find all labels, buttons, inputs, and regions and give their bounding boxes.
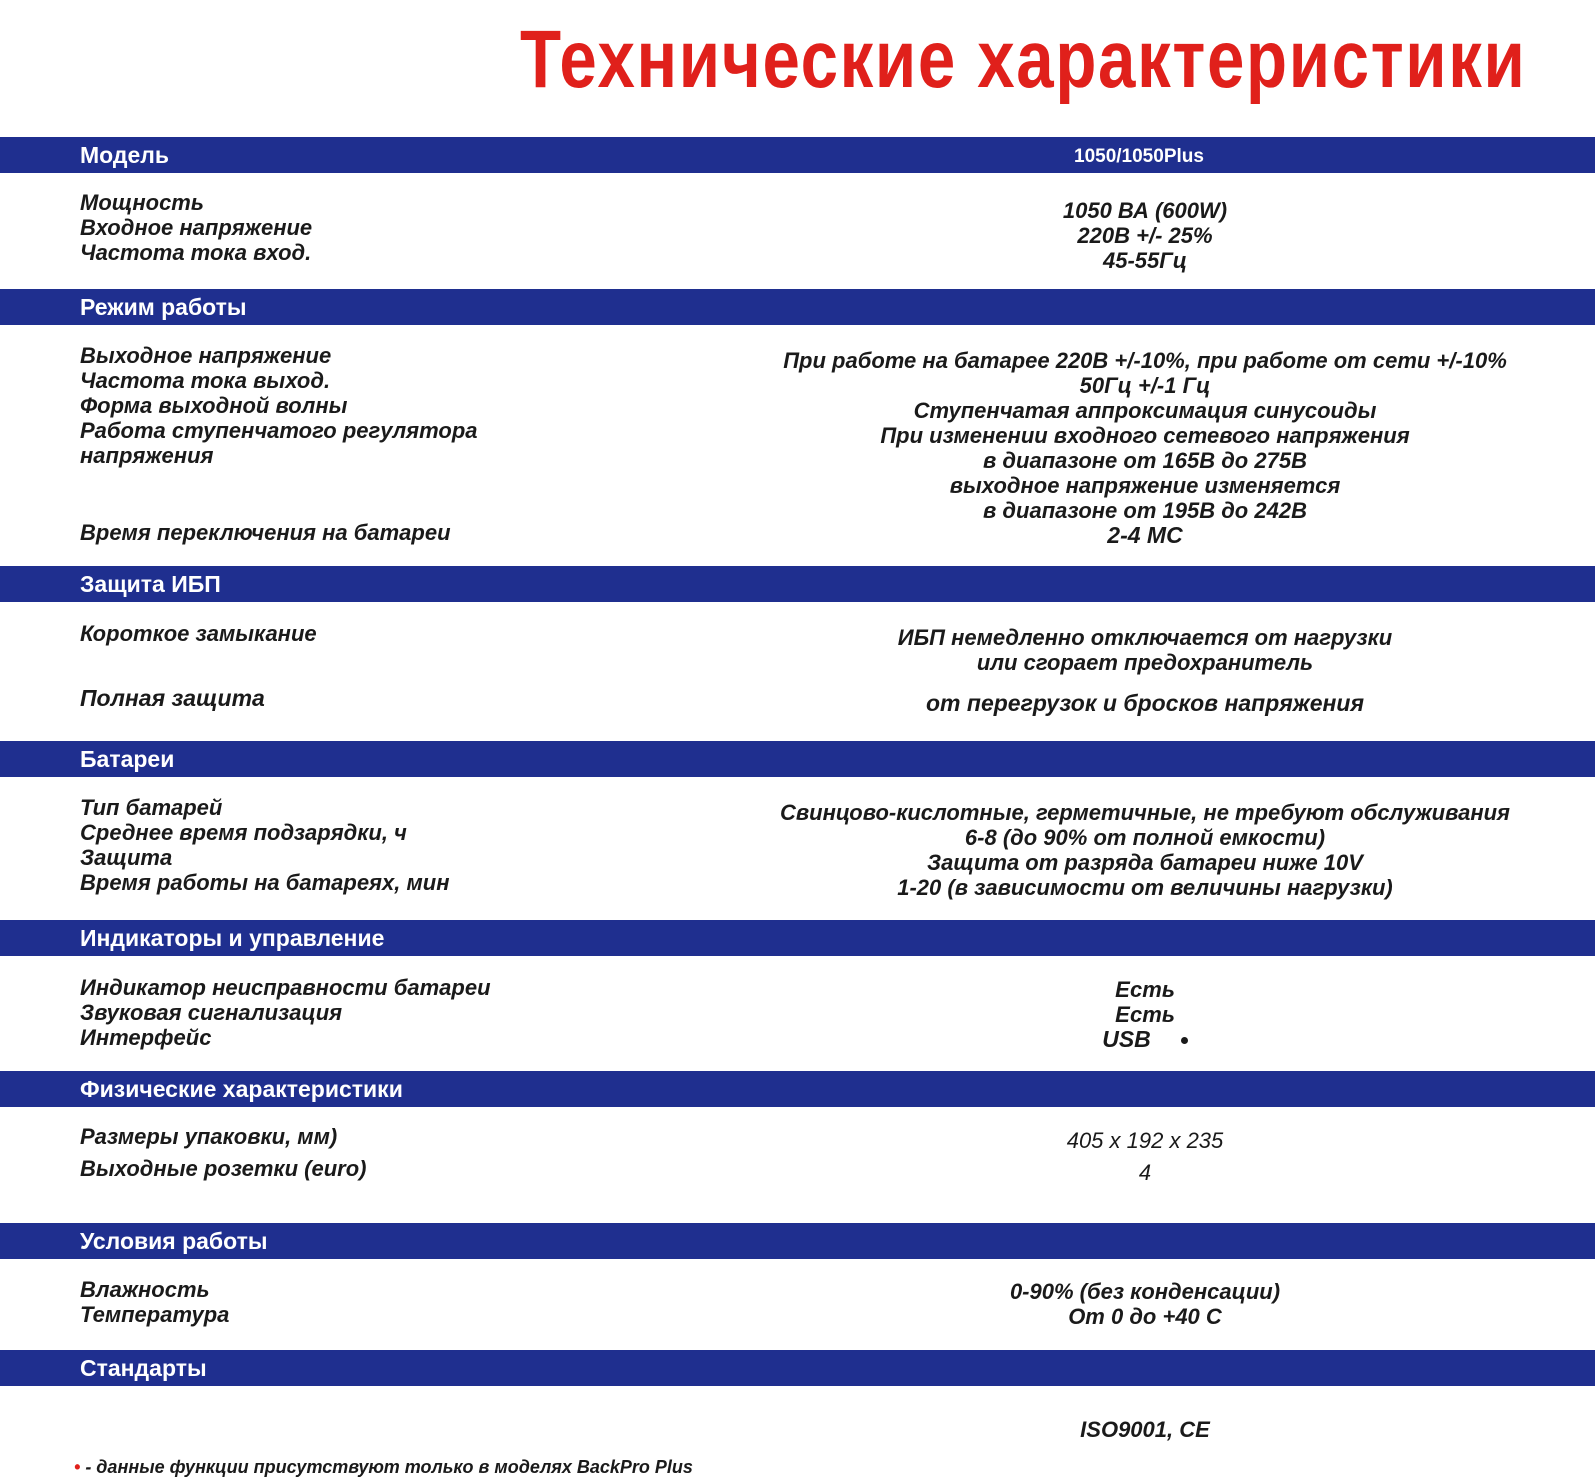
spec-value: Защита от разряда батареи ниже 10V bbox=[927, 850, 1363, 875]
spec-value: от перегрузок и бросков напряжения bbox=[926, 690, 1364, 716]
spec-label: Форма выходной волны bbox=[80, 393, 348, 418]
spec-label: Влажность bbox=[80, 1277, 210, 1302]
spec-value: 1050 ВА (600W) bbox=[1062, 198, 1228, 223]
physical-labels bbox=[80, 1124, 640, 1181]
spec-value: 1-20 (в зависимости от величины нагрузки) bbox=[897, 875, 1393, 900]
spec-label: Среднее время подзарядки, ч bbox=[80, 820, 407, 845]
section-label-protection: Защита ИБП bbox=[80, 571, 221, 597]
spec-label: Время переключения на батареи bbox=[80, 520, 451, 545]
spec-value: 405 х 192 х 235 bbox=[1066, 1128, 1224, 1153]
spec-label: Интерфейс bbox=[80, 1025, 212, 1050]
spec-value: Есть bbox=[1115, 977, 1175, 1002]
footnote-marker: • bbox=[74, 1457, 81, 1477]
spec-label: Частота тока выход. bbox=[80, 368, 331, 393]
section-band-physical bbox=[0, 1071, 1595, 1107]
spec-value: От 0 до +40 С bbox=[1068, 1304, 1222, 1329]
spec-label: Работа ступенчатого регулятора bbox=[80, 418, 478, 443]
section-band-indicators bbox=[0, 920, 1595, 956]
section-label-mode: Режим работы bbox=[80, 294, 247, 320]
section-band-mode bbox=[0, 289, 1595, 325]
spec-value: Ступенчатая аппроксимация синусоиды bbox=[913, 398, 1377, 423]
protection-values-1 bbox=[700, 625, 1590, 675]
section-band-model bbox=[0, 137, 1595, 173]
spec-label: Время работы на батареях, мин bbox=[80, 870, 450, 895]
section-band-conditions bbox=[0, 1223, 1595, 1259]
spec-label: Короткое замыкание bbox=[80, 621, 317, 646]
spec-value: 220В +/- 25% bbox=[1077, 223, 1213, 248]
conditions-labels bbox=[80, 1277, 640, 1327]
spec-label: напряжения bbox=[80, 443, 214, 468]
spec-value: 0-90% (без конденсации) bbox=[1009, 1279, 1281, 1304]
spec-label: Выходное напряжение bbox=[80, 343, 332, 368]
section-label-battery: Батареи bbox=[80, 746, 175, 772]
section-label-model: Модель bbox=[80, 142, 170, 168]
spec-value: выходное напряжение изменяется bbox=[949, 473, 1341, 498]
plus-only-marker-icon bbox=[1181, 1037, 1188, 1044]
spec-value: ISO9001, CE bbox=[1080, 1417, 1210, 1442]
spec-value: в диапазоне от 195В до 242В bbox=[983, 498, 1307, 523]
spec-value: При работе на батарее 220В +/-10%, при работе от сети +/-10% bbox=[783, 348, 1507, 373]
page-title: Технические характеристики bbox=[520, 14, 1527, 105]
spec-value: Есть bbox=[1115, 1002, 1175, 1027]
spec-value: Свинцово-кислотные, герметичные, не требуют обслуживания bbox=[779, 800, 1511, 825]
spec-value: 4 bbox=[1138, 1160, 1152, 1185]
section-label-standards: Стандарты bbox=[80, 1355, 207, 1381]
section-band-battery bbox=[0, 741, 1595, 777]
battery-values bbox=[700, 800, 1590, 900]
spec-value: При изменении входного сетевого напряжения bbox=[880, 423, 1410, 448]
section-label-conditions: Условия работы bbox=[80, 1228, 268, 1254]
spec-label: Температура bbox=[80, 1302, 230, 1327]
conditions-values bbox=[700, 1279, 1590, 1329]
spec-value: USB bbox=[1102, 1026, 1151, 1052]
spec-label: Выходные розетки (euro) bbox=[80, 1156, 367, 1181]
spec-value: 45-55Гц bbox=[1103, 248, 1187, 273]
section-label-indicators: Индикаторы и управление bbox=[80, 925, 385, 951]
spec-value: 2-4 МС bbox=[1107, 522, 1183, 548]
interface-value-row bbox=[700, 1027, 1590, 1052]
section-label-physical: Физические характеристики bbox=[80, 1076, 403, 1102]
spec-label: Тип батарей bbox=[80, 795, 223, 820]
spec-value: в диапазоне от 165В до 275В bbox=[983, 448, 1307, 473]
spec-value: ИБП немедленно отключается от нагрузки bbox=[897, 625, 1393, 650]
spec-label: Полная защита bbox=[80, 685, 265, 711]
footnote bbox=[74, 1456, 693, 1478]
spec-label: Входное напряжение bbox=[80, 215, 313, 240]
spec-label: Размеры упаковки, мм) bbox=[80, 1124, 338, 1149]
spec-label: Защита bbox=[80, 845, 173, 870]
section-band-protection bbox=[0, 566, 1595, 602]
indicators-labels bbox=[80, 975, 640, 1050]
power-values bbox=[700, 198, 1590, 273]
spec-value: 6-8 (до 90% от полной емкости) bbox=[964, 825, 1326, 850]
battery-labels bbox=[80, 795, 640, 895]
spec-label: Звуковая сигнализация bbox=[80, 1000, 343, 1025]
section-band-standards bbox=[0, 1350, 1595, 1386]
mode-values bbox=[700, 348, 1590, 548]
spec-label: Частота тока вход. bbox=[80, 240, 312, 265]
mode-labels bbox=[80, 343, 640, 468]
power-labels bbox=[80, 190, 640, 265]
spec-label: Индикатор неисправности батареи bbox=[80, 975, 491, 1000]
footnote-text: - данные функции присутствуют только в моделях BackPro Plus bbox=[80, 1457, 693, 1477]
model-value: 1050/1050Plus bbox=[1074, 146, 1204, 167]
spec-value: или сгорает предохранитель bbox=[976, 650, 1314, 675]
spec-label: Мощность bbox=[80, 190, 204, 215]
spec-value: 50Гц +/-1 Гц bbox=[1079, 373, 1211, 398]
indicators-values bbox=[700, 977, 1590, 1052]
physical-values bbox=[700, 1128, 1590, 1185]
